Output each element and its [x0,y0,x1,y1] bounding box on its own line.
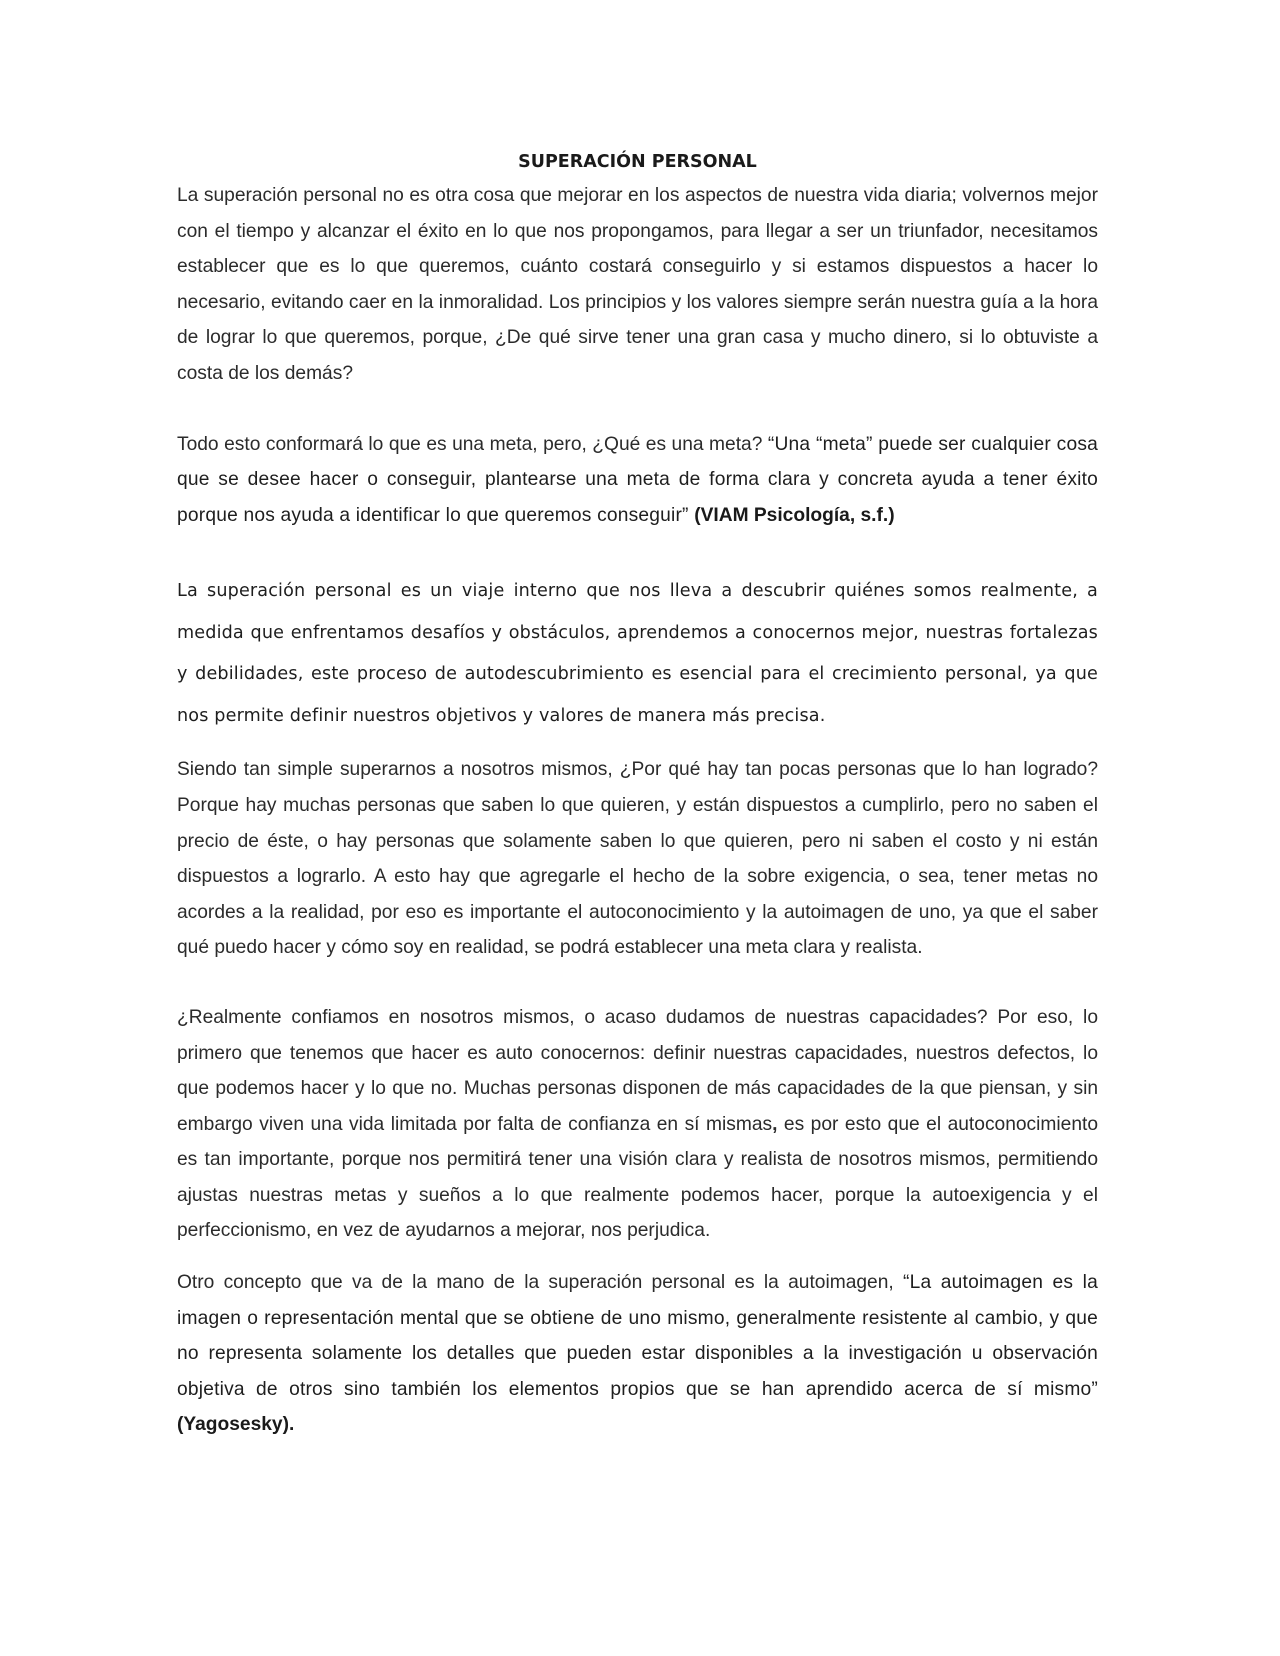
paragraph-confianza-after: es por esto que el autoconocimiento es tan importante, porque nos permitirá tener una visión clara y realista de nosotros mismos, permitiendo ajustas nuestras metas y sueños a lo que realmente podemos hacer, porque la autoexigencia y el perfeccionismo, en vez de ayudarnos a mejorar, nos perjudica. [177,1113,1098,1242]
paragraph-autoimagen-lead: Otro concepto que va de la mano de la superación personal es la autoimagen, [177,1272,903,1294]
paragraph-confianza [177,1000,1098,1249]
paragraph-viaje-interno: La superación personal es un viaje interno que nos lleva a descubrir quiénes somos realmente, a medida que enfrentamos desafíos y obstáculos, aprendemos a conocernos mejor, nuestras fortalezas y debilidades, este proceso de autodescubrimiento es esencial para el crecimiento personal, ya que nos permite definir nuestros objetivos y valores de manera más precisa. [177,581,1098,726]
paragraph-autoimagen-citation: (Yagosesky). [177,1414,295,1436]
paragraph-autoimagen-quote: “La autoimagen es la imagen o representación mental que se obtiene de uno mismo, generalmente resistente al cambio, y que no representa solamente los detalles que pueden estar disponibles a la investigación u observación objetiva de otros sino también los elementos propios que se han aprendido acerca de sí mismo” [177,1272,1098,1400]
paragraph-meta-citation: (VIAM Psicología, s.f.) [694,504,895,526]
paragraph-meta-lead: Todo esto conformará lo que es una meta, pero, ¿Qué es una meta? [177,433,768,455]
paragraph-confianza-comma: , [772,1113,778,1135]
paragraph-siendo-tan-simple: Siendo tan simple superarnos a nosotros mismos, ¿Por qué hay tan pocas personas que lo han logrado? Porque hay muchas personas que saben lo que quieren, y están dispuestos a cumplirlo, pero no saben el precio de éste, o hay personas que solamente saben lo que quieren, pero ni saben el costo y ni están dispuestos a lograrlo. A esto hay que agregarle el hecho de la sobre exigencia, o sea, tener metas no acordes a la realidad, por eso es importante el autoconocimiento y la autoimagen de uno, ya que el saber qué puedo hacer y cómo soy en realidad, se podrá establecer una meta clara y realista. [177,759,1098,959]
paragraph-confianza-before: ¿Realmente confiamos en nosotros mismos, o acaso dudamos de nuestras capacidades? Por eso, lo primero que tenemos que hacer es auto conocernos: definir nuestras capacidades, nuestros defectos, lo que podemos hacer y lo que no. Muchas personas disponen de más capacidades de la que piensan, y sin embargo viven una vida limitada por falta de confianza en sí mismas [177,1006,1098,1135]
document-body [177,148,1098,1443]
document-title: SUPERACIÓN PERSONAL [518,152,757,172]
paragraph-autoimagen [177,1265,1098,1443]
paragraph-definition: La superación personal no es otra cosa que mejorar en los aspectos de nuestra vida diaria; volvernos mejor con el tiempo y alcanzar el éxito en lo que nos propongamos, para llegar a ser un triunfador, necesitamos establecer que es lo que queremos, cuánto costará conseguirlo y si estamos dispuestos a hacer lo necesario, evitando caer en la inmoralidad. Los principios y los valores siempre serán nuestra guía a la hora de lograr lo que queremos, porque, ¿De qué sirve tener una gran casa y mucho dinero, si lo obtuviste a costa de los demás? [177,185,1098,384]
paragraph-meta [177,427,1098,534]
paragraph-meta-quote: “Una “meta” puede ser cualquier cosa que se desee hacer o conseguir, plantearse una meta de forma clara y concreta ayuda a tener éxito porque nos ayuda a identificar lo que queremos conseguir” [177,433,1098,526]
